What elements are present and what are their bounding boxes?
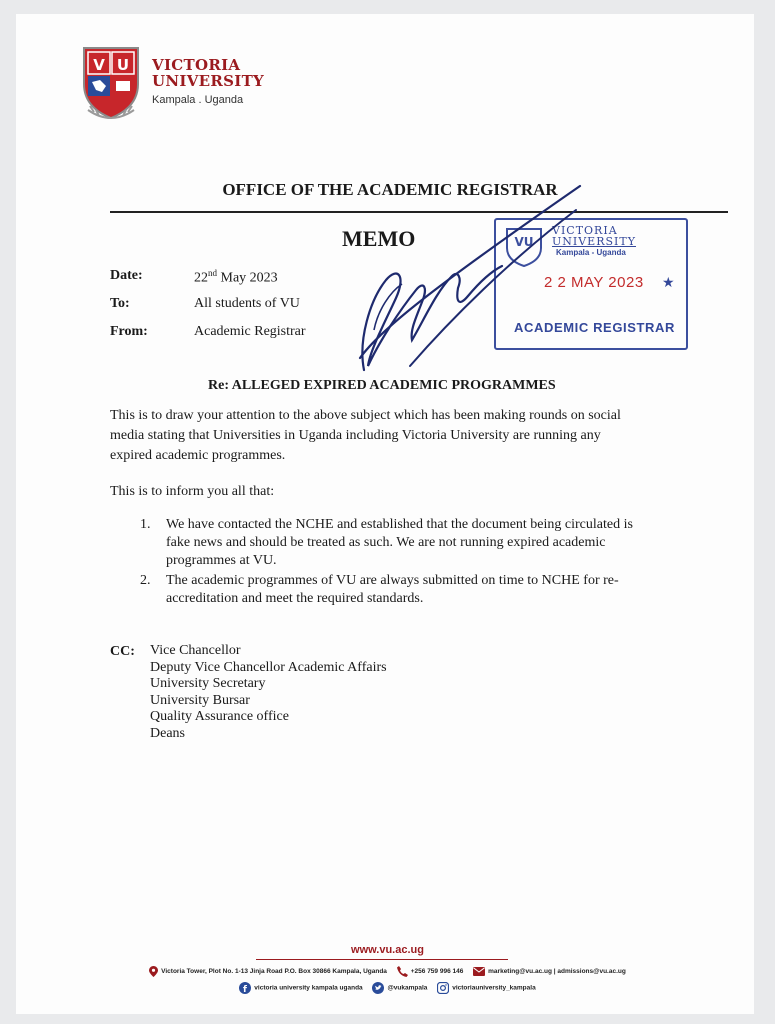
svg-text:VU: VU: [514, 235, 534, 249]
memo-title: MEMO: [342, 226, 416, 251]
to-label: To:: [110, 296, 130, 311]
footer-email: marketing@vu.ac.ug | admissions@vu.ac.ug: [488, 968, 626, 976]
facebook-icon: [239, 982, 251, 994]
stamp-date: 2 2 MAY 2023: [544, 274, 644, 291]
cc-recipient: Quality Assurance office: [150, 709, 289, 724]
footer-address: Victoria Tower, Plot No. 1-13 Jinja Road P.O. Box 30866 Kampala, Uganda: [161, 968, 387, 976]
memo-subject: Re: ALLEGED EXPIRED ACADEMIC PROGRAMMES: [208, 378, 556, 393]
footer-phone: +256 759 996 146: [410, 968, 464, 976]
from-value: Academic Registrar: [194, 324, 306, 339]
memo-page: [16, 14, 754, 1014]
instagram-icon: [437, 982, 449, 994]
cc-recipient: Vice Chancellor: [150, 643, 241, 658]
from-label: From:: [110, 324, 148, 339]
footer-divider: [256, 959, 508, 960]
footer-social-line: [0, 982, 775, 994]
cc-recipient: Deputy Vice Chancellor Academic Affairs: [150, 659, 387, 675]
footer-website: www.vu.ac.ug: [351, 944, 424, 956]
list-item: 2. The academic programmes of VU are always submitted on time to NCHE for re-accreditation and meet the required standards.: [140, 573, 619, 606]
cc-recipient: Deans: [150, 725, 185, 741]
crest-icon: [80, 44, 142, 128]
star-icon: ★: [662, 276, 675, 291]
stamp-office: ACADEMIC REGISTRAR: [514, 320, 676, 335]
points-list: [140, 516, 640, 610]
signature-icon: [340, 180, 590, 390]
phone-icon: [397, 966, 408, 977]
svg-text:V: V: [93, 56, 105, 74]
stamp-name-line1: VICTORIA: [552, 224, 618, 237]
footer-facebook: victoria university kampala uganda: [254, 984, 363, 992]
email-icon: [473, 967, 485, 976]
list-item: 1. We have contacted the NCHE and established that the document being circulated is fake news and should be treated as such. We are not running expired academic programmes at VU.: [140, 517, 633, 568]
university-logo: [80, 44, 280, 130]
cc-label: CC:: [110, 644, 135, 659]
svg-text:U: U: [116, 56, 130, 74]
twitter-icon: [372, 982, 384, 994]
date-label: Date:: [110, 268, 143, 283]
cc-recipient: University Bursar: [150, 692, 250, 708]
footer-twitter: @vukampala: [387, 984, 428, 992]
stamp-name-line2: UNIVERSITY: [552, 235, 636, 248]
logo-name-line1: VICTORIA: [152, 56, 241, 74]
stamp-place: Kampala - Uganda: [556, 248, 626, 257]
footer-contact-line: [0, 966, 775, 977]
logo-place: Kampala . Uganda: [152, 94, 244, 106]
footer-instagram: victoriauniversity_kampala: [452, 984, 536, 992]
paragraph-inform: This is to inform you all that:: [110, 484, 275, 499]
paragraph-intro: This is to draw your attention to the above subject which has been making rounds on social media stating that Universities in Uganda including Victoria University are running any expired academic programmes.: [110, 408, 621, 463]
cc-list: [150, 643, 387, 742]
logo-name-line2: UNIVERSITY: [152, 72, 265, 90]
date-value: 22nd May 2023: [194, 268, 278, 286]
cc-recipient: University Secretary: [150, 676, 266, 691]
svg-text:f: f: [243, 985, 248, 994]
to-value: All students of VU: [194, 296, 300, 311]
location-pin-icon: [149, 966, 158, 977]
office-title: OFFICE OF THE ACADEMIC REGISTRAR: [222, 180, 558, 199]
